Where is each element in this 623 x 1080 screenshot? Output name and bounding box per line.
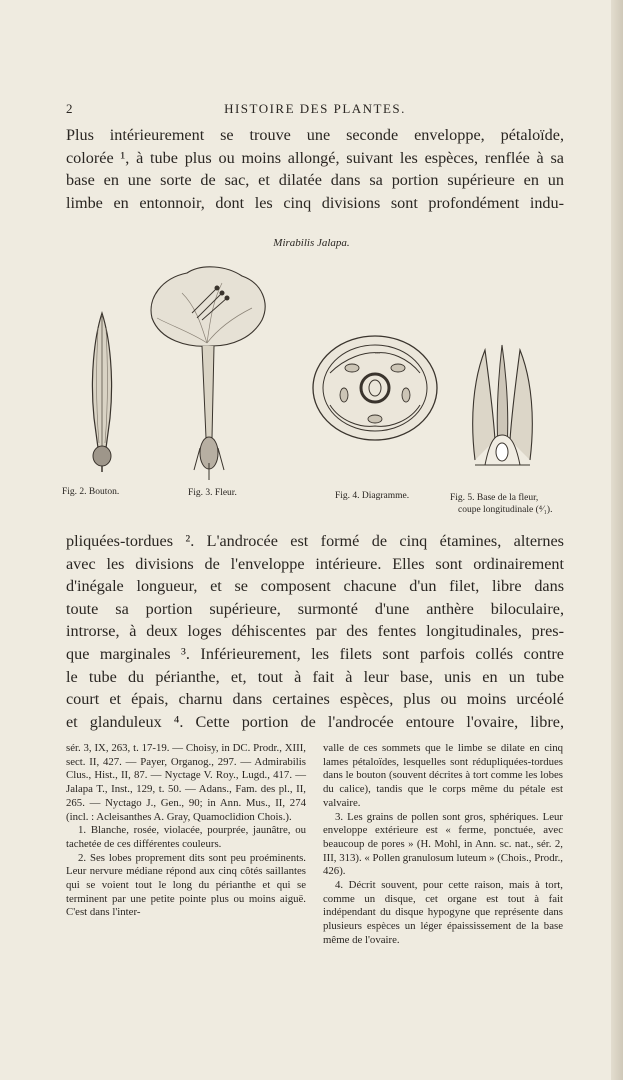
caption-fig-5-line1: Fig. 5. Base de la fleur, (450, 493, 539, 503)
footnote: valle de ces sommets que le limbe se dilate en cinq lames pétaloïdes, lesquelles sont rédupliquées-tordues dans le bouton (souvent décrites à tort comme les lobes du calice), tandis que le corps même du pétale est valvaire. (323, 742, 563, 809)
body-line: que marginales ³. Inférieurement, les filets sont parfois collés contre (66, 644, 564, 663)
footnote: 4. Décrit souvent, pour cette raison, mais à tort, comme un disque, cet organe est tout à fait indépendant du disque hypogyne que représente dans plusieurs espèces un léger épaississement de la base même de l'ovaire. (323, 879, 563, 946)
body-line: le tube du périanthe, et, tout à fait à leur base, unis en un tube (66, 667, 564, 686)
body-line: introrse, à deux loges déhiscentes par des fentes longitudinales, pres- (66, 622, 564, 641)
footnotes-left-column (66, 742, 306, 920)
running-title: HISTOIRE DES PLANTES. (224, 101, 406, 116)
flower-illustration (142, 258, 272, 483)
footnote: sér. 3, IX, 263, t. 17-19. — Choisy, in DC. Prodr., XIII, sect. II, 427. — Payer, Organog., 297. — Admirabilis Clus., Hist., II, 87. — Nyctage V. Roy., Lugd., 417. — Jalapa T., Inst., 129, t. 50. — Adans., Fam. des pl., II, 265. — Nyctago J., Gen., 90; in Ann. Mus., II, 274 (incl. : Acleisanthes A. Gray, Quamoclidion Chois.). (66, 742, 306, 823)
page-number: 2 (66, 101, 74, 116)
figure-title: Mirabilis Jalapa. (273, 237, 350, 249)
body-line: toute sa portion supérieure, surmonté d'une anthère biloculaire, (66, 599, 564, 618)
body-line: colorée ¹, à tube plus ou moins allongé, suivant les espèces, renflée à sa (66, 148, 564, 167)
body-line: et glanduleux ⁴. Cette portion de l'androcée entoure l'ovaire, libre, (66, 712, 564, 731)
body-line: pliquées-tordues ². L'androcée est formé de cinq étamines, alternes (66, 532, 564, 550)
footnotes-right-column (323, 742, 563, 948)
floral-diagram (310, 333, 440, 443)
body-line: base en une sorte de sac, et dilatée dans sa portion supérieure en un (66, 171, 564, 190)
footnote: 3. Les grains de pollen sont gros, sphériques. Leur enveloppe extérieure est « ferme, ponctuée, avec beaucoup de pores » (H. Mohl, in Ann. sc. nat., sér. 2, III, 313). « Pollen granulosum luteum » (Chois., Prodr., 426). (323, 810, 563, 878)
caption-fig-3: Fig. 3. Fleur. (188, 488, 237, 498)
longitudinal-section (465, 340, 540, 475)
footnote: 1. Blanche, rosée, violacée, pourprée, jaunâtre, ou tachetée de ces différentes couleurs. (66, 824, 306, 850)
caption-fig-2: Fig. 2. Bouton. (62, 487, 120, 497)
page-edge (611, 0, 623, 1080)
body-paragraph-bottom (66, 530, 564, 733)
figure-plate (60, 258, 570, 515)
body-line: avec les divisions de l'enveloppe intérieure. Elles sont ordinairement (66, 554, 564, 573)
footnote: 2. Ses lobes proprement dits sont peu proéminents. Leur nervure médiane répond aux cinq côtés saillantes qui se voient tout le long du périanthe et qui se terminent par une petite pointe plus ou moins aiguë. C'est dans l'inter- (66, 851, 306, 919)
body-line: court et épais, charnu dans certaines espèces, plus ou moins urcéolé (66, 690, 564, 709)
body-line: limbe en entonnoir, dont les cinq divisions sont profondément indu- (66, 193, 564, 212)
body-paragraph-top (66, 124, 564, 214)
bud-illustration (82, 308, 122, 473)
running-header (66, 101, 564, 119)
caption-fig-5-line2: coupe longitudinale (⁴⁄₁). (458, 505, 553, 515)
body-line: d'inégale longueur, et se composent chacune d'un filet, libre dans (66, 577, 564, 596)
caption-fig-4: Fig. 4. Diagramme. (335, 491, 410, 501)
body-line: Plus intérieurement se trouve une seconde enveloppe, pétaloïde, (66, 126, 564, 144)
